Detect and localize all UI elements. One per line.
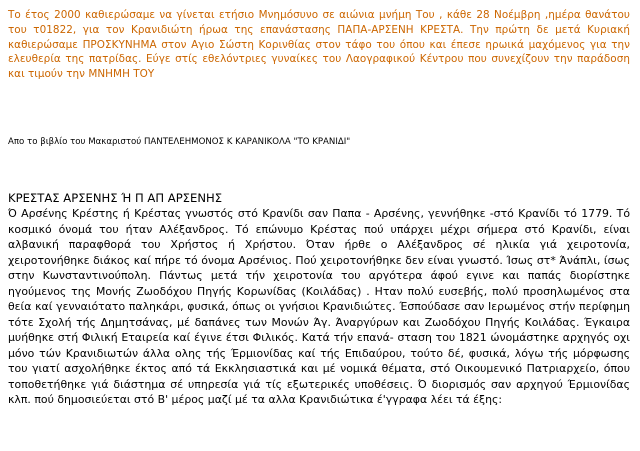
intro-paragraph: Το έτος 2000 καθιερώσαμε να γίνεται ετήσιο Μνημόσυνο σε αιώνια μνήμη Του , κάθε 28 Νοέμβρη ,ημέρα θανάτου του τ01822, για τον Κρανιδιώτη ήρωα της επανάστασης ΠΑΠΑ-ΑΡΣΕΝΗ ΚΡΕΣΤΑ. Την πρώτη δε μετά Κυριακή καθιερώσαμε ΠΡΟΣΚΥΝΗΜΑ στον Αγιο Σώστη Κορινθίας στον τάφο του όπου και έπεσε ηρωικά μαχόμενος για την ελευθερία της πατρίδας. Εύγε στίς εθελόντριες γυναίκες του Λαογραφικού Κέντρου που συνεχίζουν την παράδοση και τιμούν την ΜΝΗΜΗ ΤΟΥ <box>8 9 630 81</box>
book-source-credit: Απο το βιβλίο του Μακαριστού ΠΑΝΤΕΛΕΗΜΟΝΟΣ Κ ΚΑΡΑΝΙΚΟΛΑ "ΤΟ ΚΡΑΝΙΔΙ" <box>8 137 351 147</box>
article-title: ΚΡΕΣΤΑΣ ΑΡΣΕΝΗΣ Ή Π ΑΠ ΑΡΣΕΝΗΣ <box>8 191 223 205</box>
article-body: Ό Αρσένης Κρέστης ή Κρέστας γνωστός στό Κρανίδι σαν Παπα - Αρσένης, γεννήθηκε -στό Κρανίδι τό 1779. Τό κοσμικό όνομά του ήταν Αλέξανδρος. Τό επώνυμο Κρέστας πού υπάρχει μέχρι σήμερα στό Κρανίδι, είναι αλβανική παραφθορά του Χρήστος ή Χρήστου. Όταν ήρθε ο Αλέξανδρος σέ ηλικία γιά χειροτονία, χειροτονήθηκε διάκος καί πήρε τό όνομα Αρσένιος. Πού χειροτονήθηκε δεν είναι γνωστό. Ίσως στ* Άνάπλι, ίσως στην Κωνσταντινούπολη. Πάντως μετά τήν χειροτονία του αργότερα άφού εγινε και παπάς διορίστηκε ηγούμενος της Μονής Ζωοδόχου Πηγής Κορωνίδας (Κοιλάδας) . Ηταν πολύ ευσεβής, πολύ προσηλωμένος στα θεία καί γενναιότατο παληκάρι, φυσικά, όπως οι γνήσιοι Κρανιδιώτες. Έσπούδασε σαν Ιερωμένος στήν περίφημη τότε Σχολή τής Δημητσάνας, μέ δαπάνες των Μονών Άγ. Άναργύρων και Ζωοδόχου Πηγής Κοιλάδας. Έγκαιρα μυήθηκε στή Φιλική Εταιρεία καί έγινε έτσι Φιλικός. Κατά τήν επανά- σταση του 1821 ώνομάστηκε αρχηγός οχι μόνο τών Κρανιδιωτών άλλα ολης τής Έρμιονίδας καί τής Επιδαύρου, τούτο δέ, φυσικά, λόγω τής μόρφωσης του γιατί ασχολήθηκε έκτος από τά Εκκλησιαστικά και μέ νομικά θέματα, στό Οικουμενικό Πατριαρχείο, όπου τοποθετήθηκε γιά διάστημα σέ υπηρεσία γιά τίς εξωτερικές υποθέσεις. Ό διορισμός σαν αρχηγού Έρμιονίδας κλπ. πού δημοσιεύεται στό Β' μέρος μαζί μέ τα αλλα Κρανιδιώτικα έ'γγραφα λέει τά έξης: <box>8 207 630 406</box>
article <box>8 190 630 408</box>
